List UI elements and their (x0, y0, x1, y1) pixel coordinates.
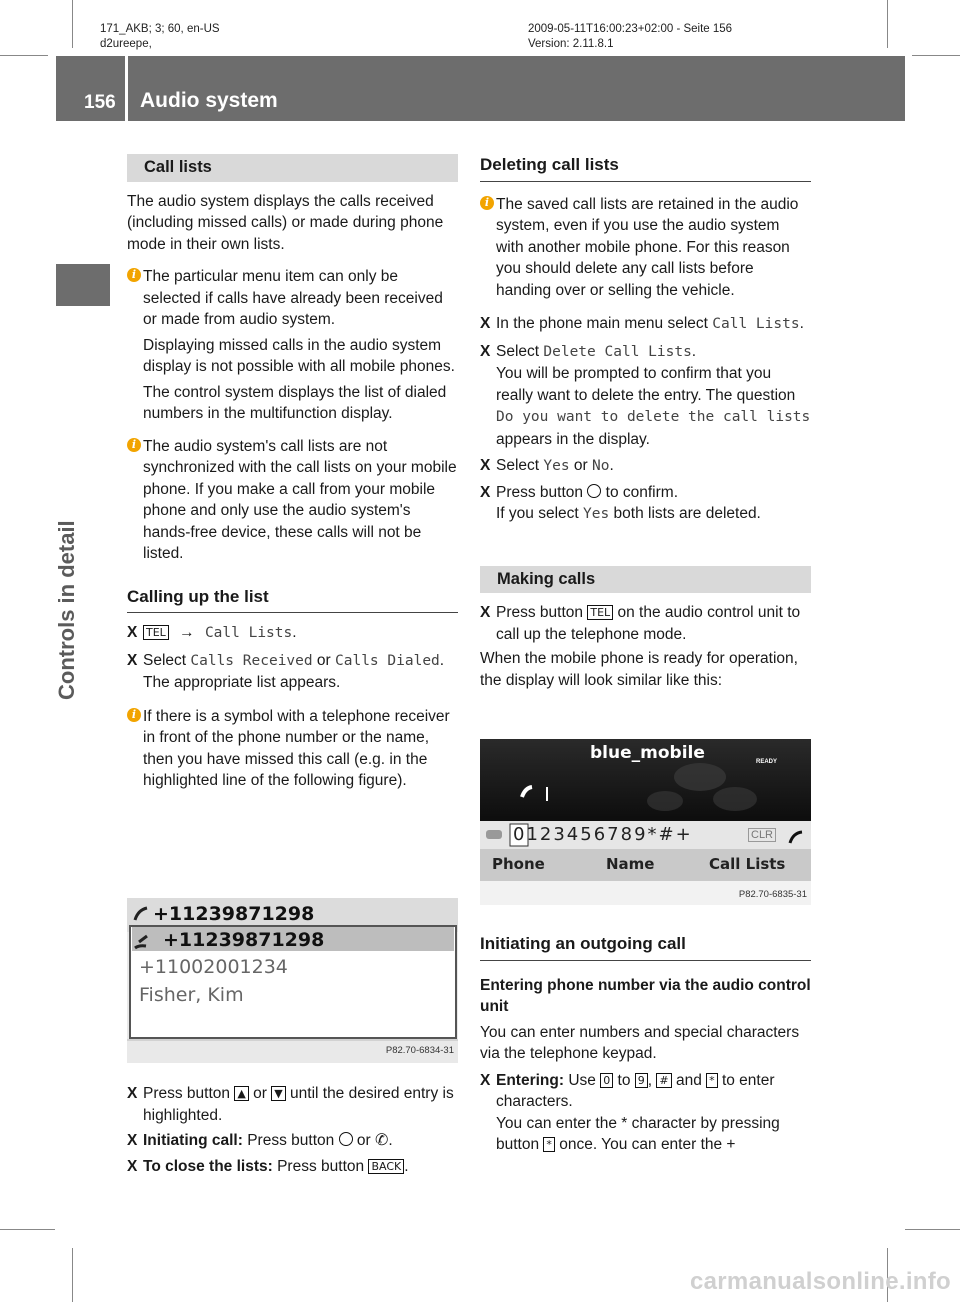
back-key-icon: BACK (368, 1159, 404, 1174)
left-column (127, 154, 458, 792)
step: X In the phone main menu select Call Lists. (480, 313, 811, 336)
tab-name: Name (606, 855, 655, 873)
crop-mark (72, 1248, 73, 1302)
figure-code: P82.70-6835-31 (738, 889, 807, 900)
tab-call-lists: Call Lists (709, 855, 786, 873)
sidebar-tab (56, 264, 110, 306)
step-arrow-icon: X (127, 1157, 138, 1175)
device-name: blue_mobile (590, 743, 705, 763)
crop-mark (72, 0, 73, 48)
step: X Press button TEL on the audio control unit to call up the telephone mode. (480, 604, 801, 643)
print-meta-left (100, 22, 220, 52)
step: X Press button ▲ or ▼ until the desired entry is highlighted. (127, 1085, 454, 1124)
crop-mark (912, 55, 960, 56)
right-column (480, 154, 811, 691)
outgoing-text: You can enter numbers and special characters via the telephone keypad. (480, 1023, 800, 1062)
section-heading-outgoing: Initiating an outgoing call (480, 933, 811, 961)
status-label: READY (756, 759, 778, 765)
step-arrow-icon: X (127, 1085, 138, 1102)
info-icon: i (127, 268, 141, 282)
up-key-icon: ▲ (234, 1086, 248, 1101)
meta-line: Version: 2.11.8.1 (528, 38, 614, 50)
watermark: carmanualsonline.info (690, 1268, 952, 1295)
step: X Select Calls Received or Calls Dialed. The appropriate list appears. (127, 651, 445, 691)
call-list-figure (127, 898, 458, 1063)
info-icon: i (480, 196, 494, 210)
info-note: i The saved call lists are retained in the audio system, even if you use the audio system with another mobile phone. For this reason you should delete any call lists before handing over or selling the vehicle. (480, 194, 811, 302)
info-icon: i (127, 708, 141, 722)
call-button-icon: ✆ (374, 1132, 389, 1149)
call-entry: +11239871298 (153, 903, 315, 925)
sidebar-label: Controls in detail (54, 520, 79, 700)
section-heading-calling-up: Calling up the list (127, 586, 458, 614)
step-arrow-icon: X (127, 651, 138, 669)
page-number: 156 (84, 92, 116, 113)
step-arrow-icon: X (127, 624, 138, 641)
key-star-icon: * (543, 1137, 555, 1152)
step-arrow-icon: X (480, 457, 491, 474)
print-meta-right (528, 22, 732, 52)
step: X Select Delete Call Lists. You will be prompted to confirm that you really want to delete the entry. The question Do you want to delete the call lists appears in the display. (480, 342, 811, 448)
meta-line: 171_AKB; 3; 60, en-US (100, 23, 220, 35)
key-0-icon: 0 (600, 1073, 613, 1088)
step-arrow-icon: X (127, 1132, 138, 1149)
figure-code: P82.70-6834-31 (385, 1045, 454, 1056)
step: X TEL → Call Lists. (127, 622, 458, 645)
key-9-icon: 9 (635, 1073, 648, 1088)
call-entry: +11002001234 (139, 956, 288, 978)
tel-key-icon: TEL (143, 625, 169, 640)
info-note: i If there is a symbol with a telephone receiver in front of the phone number or the name, then you have missed this call (e.g. in the highlighted line of the following figure). (127, 706, 458, 792)
call-entry: Fisher, Kim (139, 984, 244, 1006)
crop-mark (0, 55, 48, 56)
section-heading-call-lists: Call lists (127, 154, 458, 182)
call-entry-highlighted: +11239871298 (163, 929, 325, 951)
step: X Initiating call: Press button or ✆. (127, 1130, 458, 1152)
section-heading-deleting: Deleting call lists (480, 154, 811, 182)
info-note: i The particular menu item can only be selected if calls have already been received or made from audio system. Displaying missed calls in the audio system display is not possible with all mobile phones. The control system displays the list of dialed numbers in the multifunction display. (127, 266, 458, 425)
step-arrow-icon: X (480, 483, 491, 501)
hangup-icon (486, 830, 502, 839)
step: X Entering: Use 0 to 9 , # and * to enter characters. You can enter the * character by pressing button * once. You can enter the + (480, 1071, 780, 1153)
making-calls-text: When the mobile phone is ready for operation, the display will look similar like this: (480, 650, 798, 689)
page-title: Audio system (140, 89, 278, 112)
step-arrow-icon: X (480, 604, 491, 621)
crop-mark (0, 1229, 55, 1230)
key-hash-icon: # (656, 1073, 671, 1088)
step: X Select Yes or No. (480, 455, 811, 478)
subheading-entering: Entering phone number via the audio control unit (480, 976, 811, 1015)
key-star-icon: * (706, 1073, 718, 1088)
down-key-icon: ▼ (271, 1086, 285, 1101)
step: X Press button to confirm. If you select Yes both lists are deleted. (480, 483, 761, 522)
step-arrow-icon: X (480, 1071, 491, 1089)
ok-button-icon (587, 484, 601, 498)
info-note: i The audio system's call lists are not synchronized with the call lists on your mobile phone. If you make a call from your mobile phone and only use the audio system's hands-free device, these calls will not be listed. (127, 436, 458, 565)
call-lists-intro: The audio system displays the calls received (including missed calls) or made during phone mode in their own lists. (127, 192, 444, 253)
meta-line: d2ureepe, (100, 38, 152, 50)
left-column-continued (127, 1083, 458, 1177)
telephone-display-figure (480, 739, 811, 905)
step-arrow-icon: X (480, 342, 491, 360)
tel-key-icon: TEL (587, 605, 613, 620)
ok-button-icon (339, 1132, 353, 1146)
crop-mark (887, 0, 888, 48)
meta-line: 2009-05-11T16:00:23+02:00 - Seite 156 (528, 23, 733, 35)
step: X To close the lists: Press button BACK . (127, 1156, 458, 1178)
step-arrow-icon: X (480, 315, 491, 332)
info-icon: i (127, 438, 141, 452)
clear-button: CLR (748, 828, 776, 842)
header-divider (125, 56, 128, 121)
digit-selector: 0123456789*#+ (513, 824, 693, 845)
section-heading-making-calls: Making calls (480, 566, 811, 594)
right-column-continued (480, 933, 811, 1156)
tab-phone: Phone (492, 855, 545, 873)
crop-mark (905, 1229, 960, 1230)
